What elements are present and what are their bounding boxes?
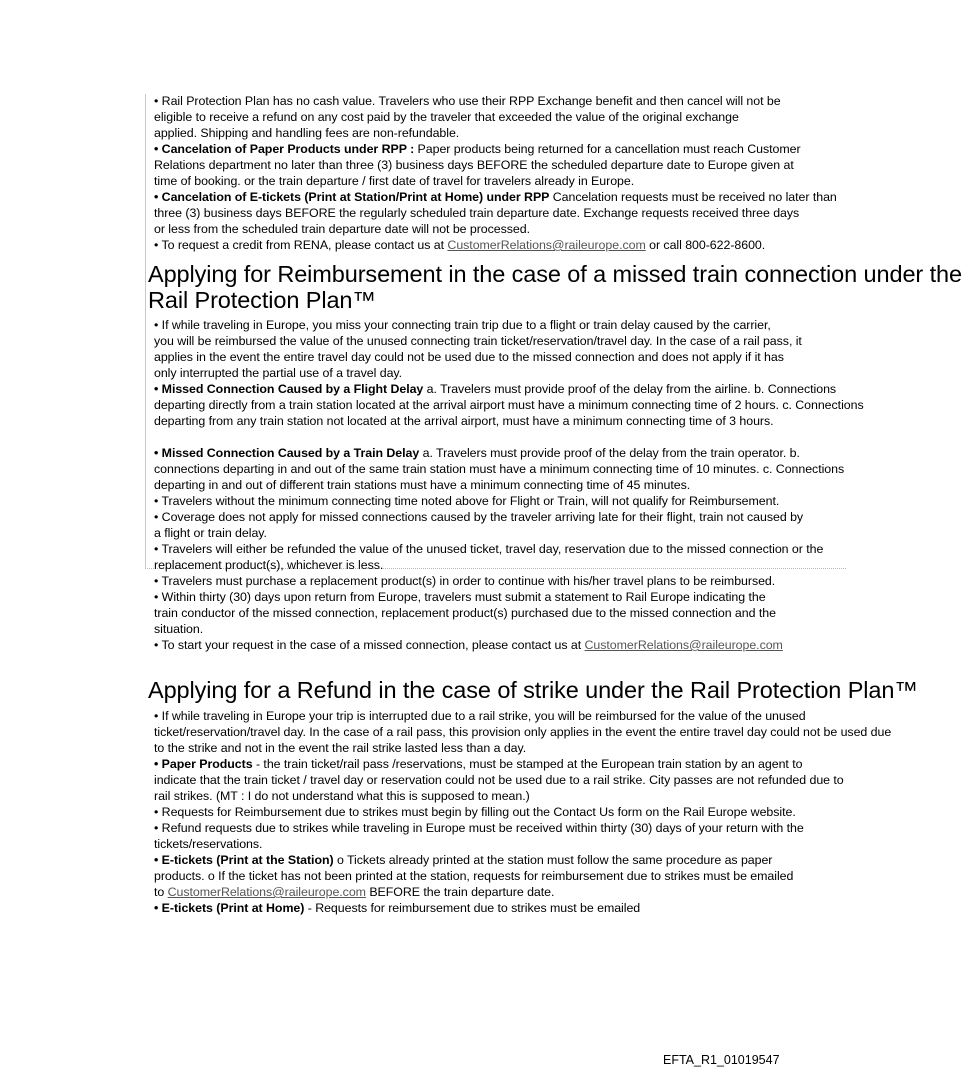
line-text: three (3) business days BEFORE the regularly scheduled train departure date. Exchange requests received three days	[154, 206, 800, 220]
line-text: applies in the event the entire travel day could not be used due to the missed connection and does not apply if it has	[154, 350, 784, 364]
line-text: • Travelers must purchase a replacement product(s) in order to continue with his/her travel plans to be reimbursed.	[154, 574, 776, 588]
line-text: departing from any train station not located at the arrival airport, must have a minimum connecting time of 3 hours.	[154, 414, 774, 428]
line-text: • Coverage does not apply for missed connections caused by the traveler arriving late for their flight, train not caused by	[154, 510, 804, 524]
line-text: train conductor of the missed connection, replacement product(s) purchased due to the missed connection and the	[154, 606, 776, 620]
paragraph-line	[154, 622, 203, 636]
bold-term: • E-tickets (Print at Home)	[154, 901, 305, 915]
line-text: • Within thirty (30) days upon return from Europe, travelers must submit a statement to Rail Europe indicating the	[154, 590, 766, 604]
paragraph-line	[154, 494, 779, 508]
line-text: Paper products being returned for a cancellation must reach Customer	[414, 142, 801, 156]
paragraph-line	[154, 462, 844, 476]
paragraph-line	[154, 901, 640, 915]
bold-term: • E-tickets (Print at the Station)	[154, 853, 334, 867]
line-text: ticket/reservation/travel day. In the case of a rail pass, this provision only applies in the event the entire travel day could not be used due	[154, 725, 892, 739]
document-body	[146, 94, 962, 915]
section-heading: Applying for a Refund in the case of strike under the Rail Protection Plan™	[148, 677, 918, 703]
paragraph-line	[154, 757, 802, 771]
paragraph-line	[154, 805, 796, 819]
bold-term: • Cancelation of Paper Products under RPP :	[154, 142, 415, 156]
paragraph-line	[154, 542, 823, 556]
line-text: • Rail Protection Plan has no cash value. Travelers who use their RPP Exchange benefit and then cancel will not be	[154, 94, 781, 108]
paragraph-line	[154, 574, 775, 588]
line-text: - Requests for reimbursement due to strikes must be emailed	[304, 901, 641, 915]
paragraph-line	[154, 478, 690, 492]
document-frame	[145, 94, 962, 915]
line-text: only interrupted the partial use of a travel day.	[154, 366, 403, 380]
line-text: o Tickets already printed at the station must follow the same procedure as paper	[333, 853, 773, 867]
paragraph-line	[154, 334, 802, 348]
paragraph-line	[154, 709, 806, 723]
paragraph-line	[154, 606, 776, 620]
line-text: to the strike and not in the event the rail strike lasted less than a day.	[154, 741, 527, 755]
paragraph-line	[154, 885, 554, 899]
line-text: • If while traveling in Europe, you miss your connecting train trip due to a flight or train delay caused by the carrier,	[154, 318, 771, 332]
paragraph-line	[154, 510, 803, 524]
paragraph-line	[154, 366, 402, 380]
line-text: • Requests for Reimbursement due to strikes must begin by filling out the Contact Us form on the Rail Europe website.	[154, 805, 796, 819]
line-text: • Travelers will either be refunded the value of the unused ticket, travel day, reservation due to the missed connection or the	[154, 542, 824, 556]
paragraph-line	[154, 414, 774, 428]
line-text: applied. Shipping and handling fees are non-refundable.	[154, 126, 460, 140]
paragraph-line	[154, 190, 837, 204]
paragraph-line	[154, 318, 771, 332]
line-text: a. Travelers must provide proof of the delay from the airline. b. Connections	[423, 382, 837, 396]
paragraph-line	[154, 174, 634, 188]
paragraph-line	[154, 853, 772, 867]
paragraph-line	[154, 126, 459, 140]
line-text: departing in and out of different train stations must have a minimum connecting time of 45 minutes.	[154, 478, 691, 492]
line-text: Relations department no later than three (3) business days BEFORE the scheduled departure date to Europe given at	[154, 158, 794, 172]
line-text: • To request a credit from RENA, please contact us at	[154, 238, 448, 252]
paragraph-line	[154, 222, 530, 236]
paragraph-line	[154, 869, 793, 883]
paragraph-line	[154, 558, 383, 572]
bold-term: • Missed Connection Caused by a Train Delay	[154, 446, 420, 460]
bold-term: • Cancelation of E-tickets (Print at Station/Print at Home) under RPP	[154, 190, 550, 204]
line-text: indicate that the train ticket / travel day or reservation could not be used due to a rail strike. City passes are not refunded due to	[154, 773, 844, 787]
paragraph-line	[154, 837, 262, 851]
line-text: rail strikes. (MT : I do not understand what this is supposed to mean.)	[154, 789, 530, 803]
paragraph-line	[154, 590, 766, 604]
section-heading: Rail Protection Plan™	[148, 287, 376, 313]
line-text: - the train ticket/rail pass /reservations, must be stamped at the European train station by an agent to	[252, 757, 803, 771]
line-text-after: or call 800-622-8600.	[645, 238, 766, 252]
line-text: eligible to receive a refund on any cost paid by the traveler that exceeded the value of the original exchange	[154, 110, 739, 124]
line-text: replacement product(s), whichever is less.	[154, 558, 384, 572]
paragraph-line	[154, 158, 794, 172]
email-link[interactable]: CustomerRelations@raileurope.com	[447, 238, 646, 252]
line-text: products. o If the ticket has not been printed at the station, requests for reimbursement due to strikes must be emailed	[154, 869, 794, 883]
line-text: to	[154, 885, 168, 899]
document-id-footer: EFTA_R1_01019547	[663, 1053, 780, 1067]
line-text: tickets/reservations.	[154, 837, 263, 851]
email-link[interactable]: CustomerRelations@raileurope.com	[584, 638, 783, 652]
paragraph-line	[154, 110, 739, 124]
paragraph-line	[154, 526, 267, 540]
paragraph-line	[154, 638, 783, 652]
line-text: • To start your request in the case of a missed connection, please contact us at	[154, 638, 585, 652]
bold-term: • Missed Connection Caused by a Flight Delay	[154, 382, 424, 396]
paragraph-line	[154, 398, 864, 412]
paragraph-line	[154, 142, 801, 156]
paragraph-line	[154, 382, 836, 396]
paragraph-line	[154, 773, 844, 787]
line-text: or less from the scheduled train departure date will not be processed.	[154, 222, 531, 236]
paragraph-line	[154, 238, 765, 252]
paragraph-line	[154, 741, 526, 755]
paragraph-line	[154, 725, 891, 739]
line-text: Cancelation requests must be received no later than	[549, 190, 837, 204]
line-text: a flight or train delay.	[154, 526, 267, 540]
line-text: connections departing in and out of the same train station must have a minimum connecting time of 10 minutes. c. Connections	[154, 462, 845, 476]
line-text: • If while traveling in Europe your trip is interrupted due to a rail strike, you will be reimbursed for the value of the unused	[154, 709, 806, 723]
email-link[interactable]: CustomerRelations@raileurope.com	[167, 885, 366, 899]
line-text: • Refund requests due to strikes while traveling in Europe must be received within thirty (30) days of your return with the	[154, 821, 804, 835]
paragraph-line	[154, 206, 799, 220]
paragraph-line	[154, 789, 530, 803]
bold-term: • Paper Products	[154, 757, 253, 771]
paragraph-line	[154, 94, 781, 108]
paragraph-line	[154, 446, 800, 460]
paragraph-line	[154, 350, 784, 364]
line-text: departing directly from a train station located at the arrival airport must have a minimum connecting time of 2 hours. c. Connections	[154, 398, 864, 412]
line-text: time of booking. or the train departure / first date of travel for travelers already in Europe.	[154, 174, 635, 188]
line-text: • Travelers without the minimum connecting time noted above for Flight or Train, will not qualify for Reimbursement.	[154, 494, 780, 508]
section-heading: Applying for Reimbursement in the case of a missed train connection under the	[148, 261, 962, 287]
line-text: a. Travelers must provide proof of the delay from the train operator. b.	[419, 446, 800, 460]
paragraph-line	[154, 821, 804, 835]
line-text: situation.	[154, 622, 204, 636]
line-text: you will be reimbursed the value of the unused connecting train ticket/reservation/travel day. In the case of a rail pass, it	[154, 334, 802, 348]
line-text-after: BEFORE the train departure date.	[365, 885, 555, 899]
